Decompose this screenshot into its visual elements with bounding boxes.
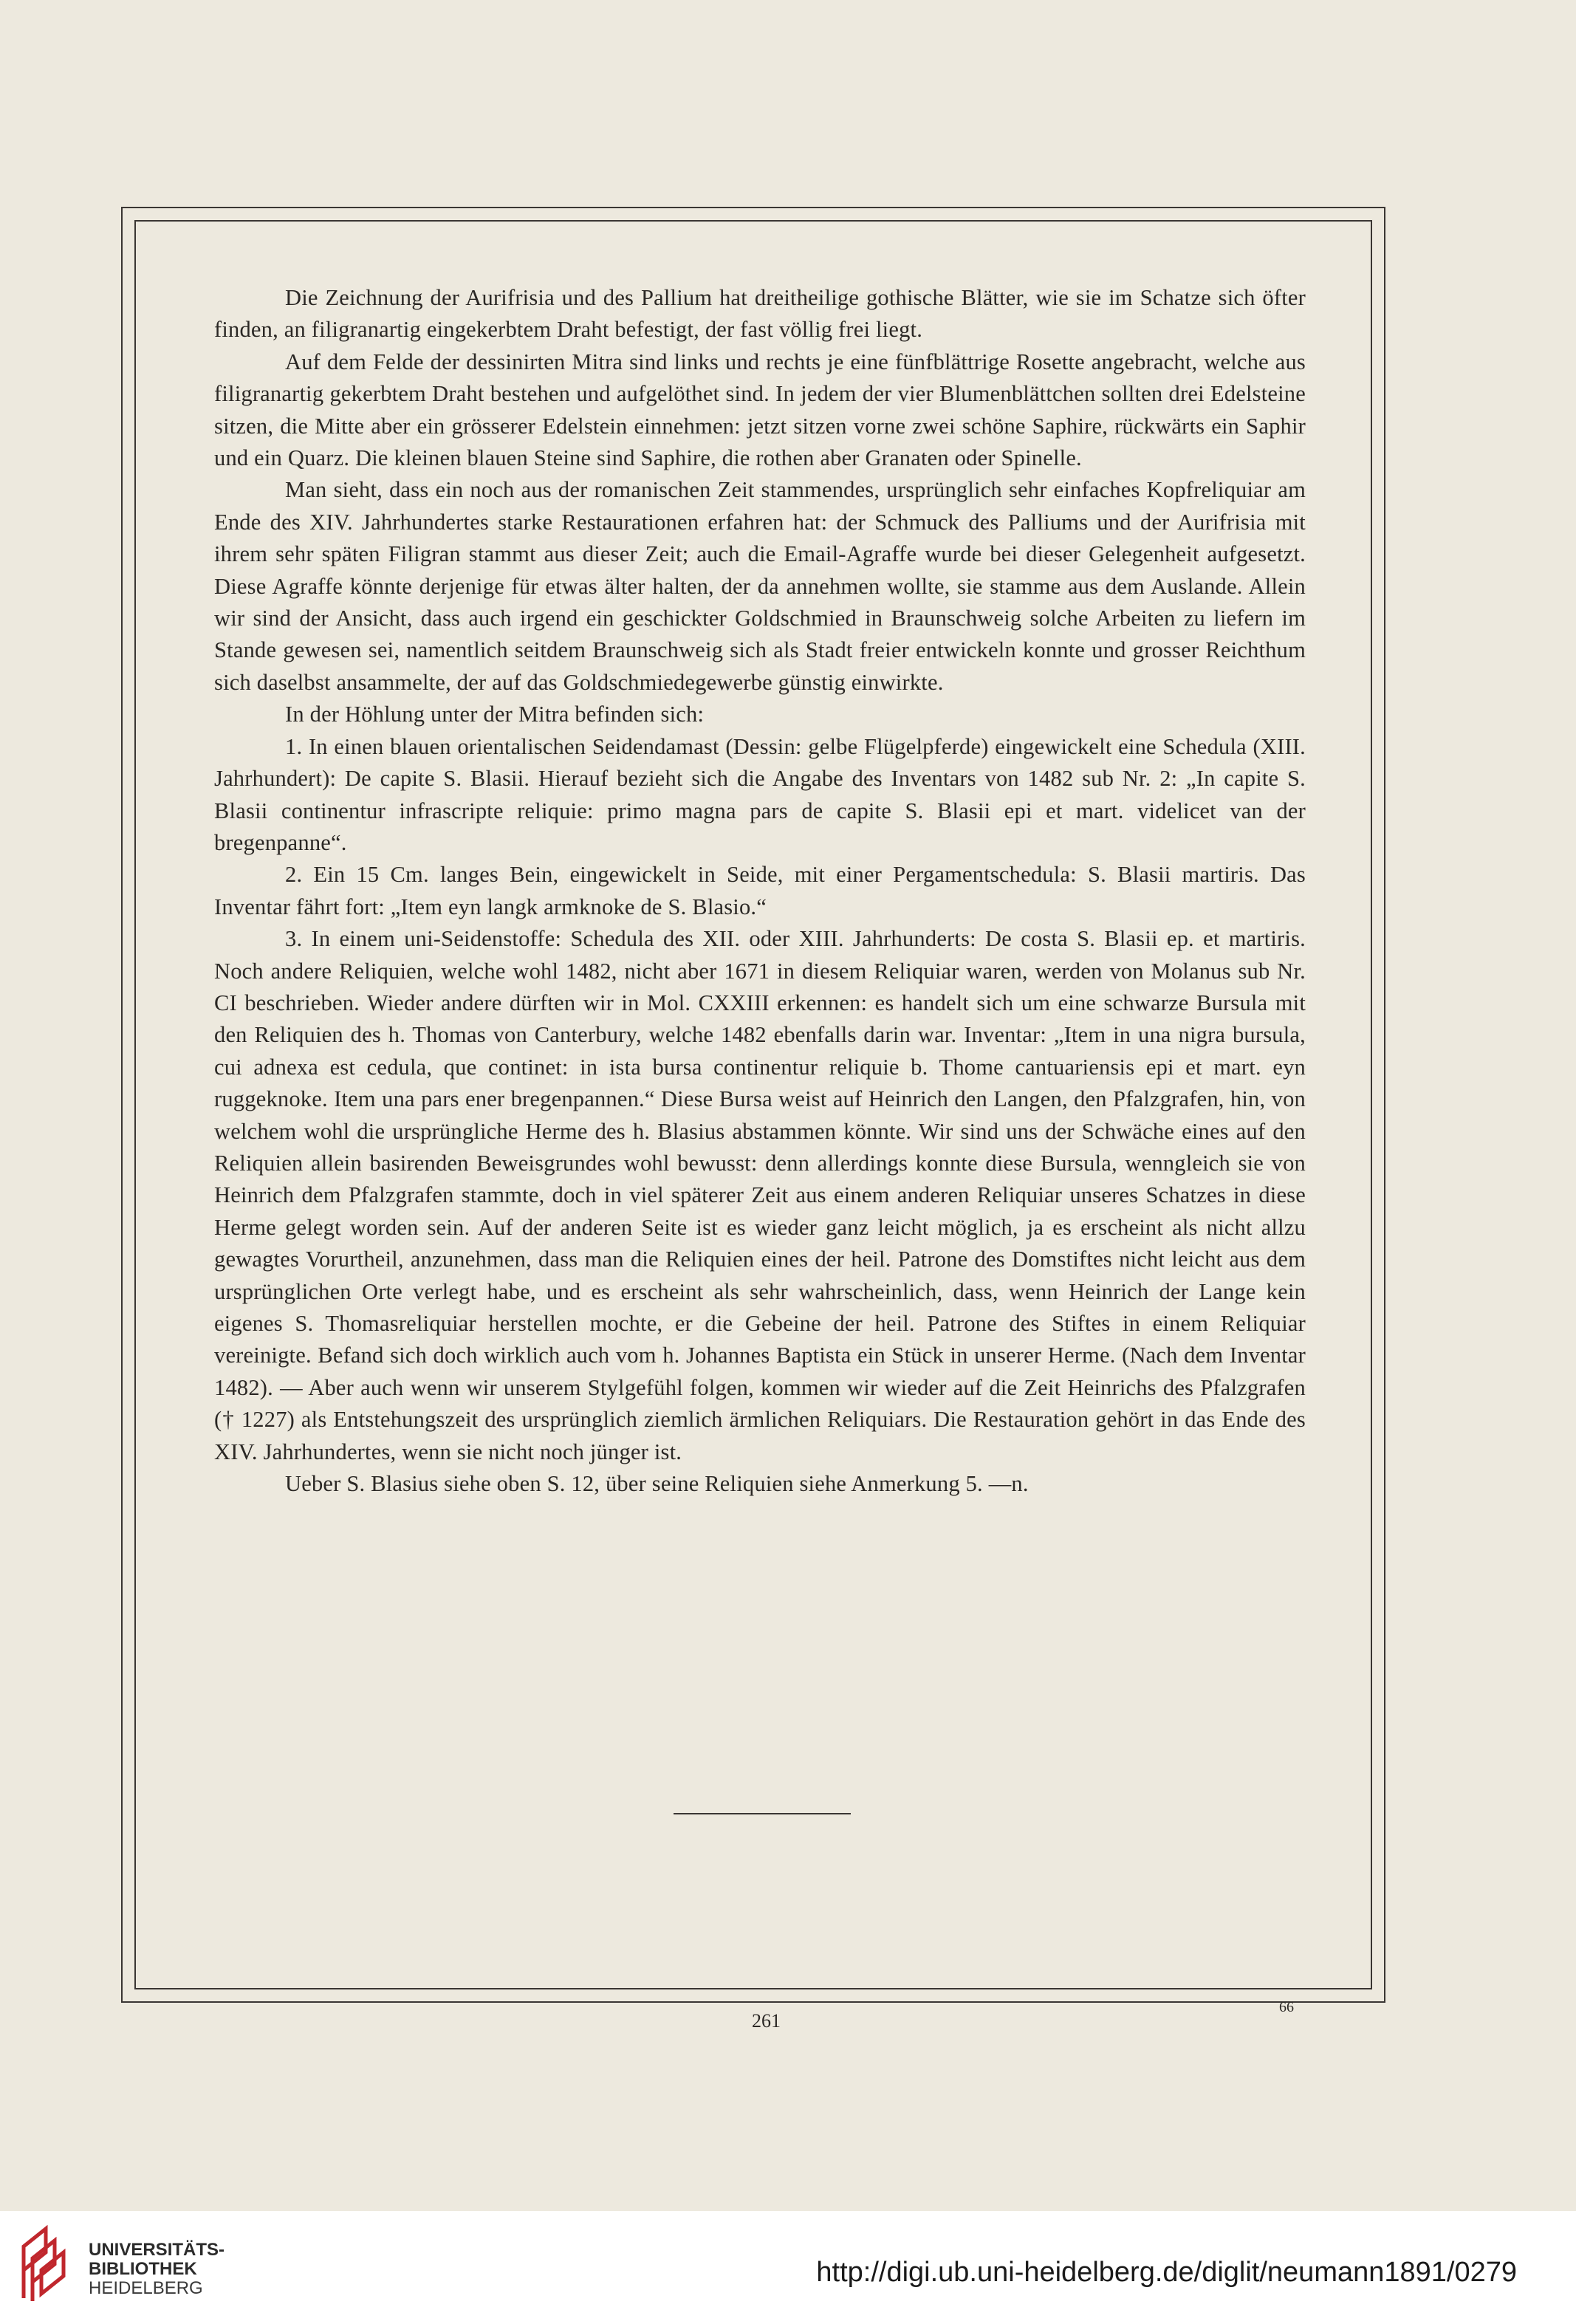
paragraph-5: 1. In einen blauen orientalischen Seidendamast (Dessin: gelbe Flügelpferde) eingewickelt eine Schedula (XIII. Jahrhundert): De capite S. Blasii. Hierauf bezieht sich die Angabe des Inventars von 1482 sub Nr. 2: „In capite S. Blasii continentur infrascripte reliquie: primo magna pars de capite S. Blasii epi et mart. videlicet van der bregenpanne“.	[214, 733, 1306, 855]
paragraph-4: In der Höhlung unter der Mitra befinden sich:	[285, 702, 705, 727]
library-name	[89, 2241, 225, 2298]
paragraph-8: Ueber S. Blasius siehe oben S. 12, über seine Reliquien siehe Anmerkung 5. —n.	[285, 1471, 1029, 1497]
paragraph-7: 3. In einem uni-Seidenstoffe: Schedula des XII. oder XIII. Jahrhunderts: De costa S. Blasii ep. et martiris. Noch andere Reliquien, welche wohl 1482, nicht aber 1671 in diesem Reliquiar waren, werden von Molanus sub Nr. CI beschrieben. Wieder andere dürften wir in Mol. CXXIII erkennen: es handelt sich um eine schwarze Bursula mit den Reliquien des h. Thomas von Canterbury, welche 1482 ebenfalls darin war. Inventar: „Item in una nigra bursula, cui adnexa est cedula, que continet: in ista bursa continentur reliquie b. Thome cantuariensis epi et mart. eyn ruggeknoke. Item una pars ener bregenpannen.“ Diese Bursa weist auf Heinrich den Langen, den Pfalzgrafen, hin, von welchem wohl die ursprüngliche Herme des h. Blasius abstammen könnte. Wir sind uns der Schwäche eines auf den Reliquien allein basirenden Beweisgrundes wohl bewusst: denn allerdings konnte diese Bursula, wenngleich sie von Heinrich dem Pfalzgrafen stammte, doch in viel späterer Zeit aus einem anderen Reliquiar unseres Schatzes in diese Herme gelegt worden sein. Auf der anderen Seite ist es wieder ganz leicht möglich, ja es erscheint als nicht allzu gewagtes Vorurtheil, anzunehmen, dass man die Reliquien eines der heil. Patrone des Domstiftes nicht leicht aus dem ursprünglichen Orte verlegt habe, und es erscheint als sehr wahrscheinlich, dass, wenn Heinrich der Lange kein eigenes S. Thomasreliquiar herstellen mochte, er die Gebeine der heil. Patrone des Stiftes in einem Reliquiar vereinigte. Befand sich doch wirklich auch vom h. Johannes Baptista ein Stück in unserer Herme. (Nach dem Inventar 1482). — Aber auch wenn wir unserem Stylgefühl folgen, kommen wir wieder auf die Zeit Heinrichs des Pfalzgrafen († 1227) als Entstehungszeit des ursprünglich ziemlich ärmlichen Reliquiars. Die Restauration gehört in das Ende des XIV. Jahrhundertes, wenn sie nicht noch jünger ist.	[214, 926, 1306, 1464]
body-text	[214, 282, 1306, 1500]
permalink-url[interactable]: http://digi.ub.uni-heidelberg.de/diglit/neumann1891/0279	[816, 2257, 1517, 2288]
paragraph-6: 2. Ein 15 Cm. langes Bein, eingewickelt in Seide, mit einer Pergamentschedula: S. Blasii martiris. Das Inventar fährt fort: „Item eyn langk armknoke de S. Blasio.“	[214, 862, 1306, 919]
section-end-rule	[674, 1813, 851, 1814]
plate-number: 66	[1279, 1999, 1294, 2015]
page-number: 261	[752, 2010, 781, 2032]
paragraph-3: Man sieht, dass ein noch aus der romanischen Zeit stammendes, ursprünglich sehr einfaches Kopfreliquiar am Ende des XIV. Jahrhundertes starke Restaurationen erfahren hat: der Schmuck des Palliums und der Aurifrisia mit ihrem sehr späten Filigran stammt aus dieser Zeit; auch die Email-Agraffe wurde bei dieser Gelegenheit aufgesetzt. Diese Agraffe könnte derjenige für etwas älter halten, der da annehmen wollte, sie stamme aus dem Auslande. Allein wir sind der Ansicht, dass auch irgend ein geschickter Goldschmied in Braunschweig solche Arbeiten zu liefern im Stande gewesen sei, namentlich seitdem Braunschweig sich als Stadt freier entwickeln konnte und grosser Reichthum sich daselbst ansammelte, der auf das Goldschmiedegewerbe günstig einwirkte.	[214, 477, 1306, 695]
paragraph-1: Die Zeichnung der Aurifrisia und des Pallium hat dreitheilige gothische Blätter, wie sie im Schatze sich öfter finden, an filigranartig eingekerbtem Draht befestigt, der fast völlig frei liegt.	[214, 285, 1306, 343]
library-line-2: BIBLIOTHEK	[89, 2259, 197, 2279]
library-line-3: HEIDELBERG	[89, 2278, 203, 2298]
library-line-1: UNIVERSITÄTS-	[89, 2240, 225, 2260]
ub-heidelberg-logo-icon	[16, 2224, 78, 2304]
paragraph-2: Auf dem Felde der dessinirten Mitra sind links und rechts je eine fünfblättrige Rosette angebracht, welche aus filigranartig gekerbtem Draht bestehen und aufgelöthet sind. In jedem der vier Blumenblättchen sollten drei Edelsteine sitzen, die Mitte aber ein grösserer Edelstein einnehmen: jetzt sitzen vorne zwei schöne Saphire, rückwärts ein Saphir und ein Quarz. Die kleinen blauen Steine sind Saphire, die rothen aber Granaten oder Spinelle.	[214, 349, 1306, 471]
